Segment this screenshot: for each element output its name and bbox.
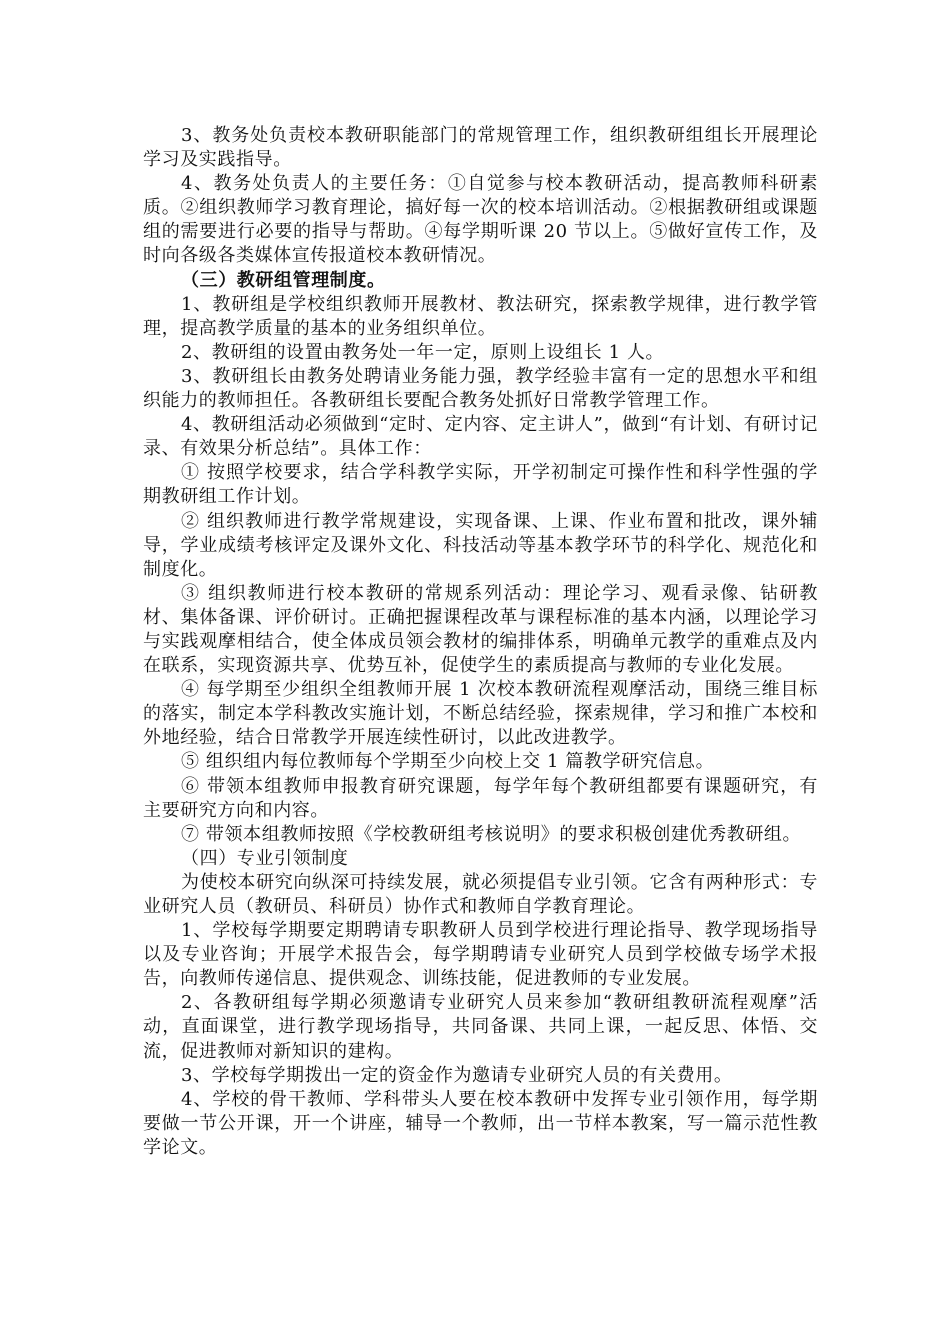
list-item-7-excellent-group: ⑦ 带领本组教师按照《学校教研组考核说明》的要求积极创建优秀教研组。 <box>181 823 802 845</box>
list-item-5-research-info: ⑤ 组织组内每位教师每个学期至少向校上交 1 篇教学研究信息。 <box>181 751 715 773</box>
paragraph-guidance-2-observation: 2、各教研组每学期必须邀请专业研究人员来参加“教研组教研流程观摩”活动，直面课堂，进行教学现场指导，共同备课、共同上课，一起反思、体悟、交流，促进教师对新知识的建构。 <box>143 992 818 1062</box>
list-item-3-research-activities: ③ 组织教师进行校本教研的常规系列活动：理论学习、观看录像、钻研教材、集体备课、评价研讨。正确把握课程改革与课程标准的基本内涵，以理论学习与实践观摩相结合，使全体成员领会教材的编排体系，明确单元教学的重难点及内在联系，实现资源共享、优势互补，促使学生的素质提高与教师的专业化发展。 <box>143 582 818 677</box>
list-item-6-research-projects: ⑥ 带领本组教师申报教育研究课题，每学年每个教研组都要有课题研究，有主要研究方向和内容。 <box>143 775 818 821</box>
paragraph-3-teaching-office-management: 3、教务处负责校本教研职能部门的常规管理工作，组织教研组组长开展理论学习及实践指导。 <box>143 125 818 171</box>
paragraph-group-leader: 3、教研组长由教务处聘请业务能力强，教学经验丰富有一定的思想水平和组织能力的教师担任。各教研组长要配合教务处抓好日常教学管理工作。 <box>143 365 818 412</box>
paragraph-group-activities: 4、教研组活动必须做到“定时、定内容、定主讲人”，做到“有计划、有研讨记录、有效果分析总结”。具体工作： <box>143 414 818 460</box>
paragraph-group-definition: 1、教研组是学校组织教师开展教材、教法研究，探索教学规律，进行教学管理，提高教学质量的基本的业务组织单位。 <box>143 293 818 339</box>
section-heading-3-teaching-group-rules: （三）教研组管理制度。 <box>181 269 386 291</box>
list-item-2-routine-construction: ② 组织教师进行教学常规建设，实现备课、上课、作业布置和批改，课外辅导，学业成绩考核评定及课外文化、科技活动等基本教学环节的科学化、规范化和制度化。 <box>143 510 818 580</box>
paragraph-guidance-3-funding: 3、学校每学期拨出一定的资金作为邀请专业研究人员的有关费用。 <box>181 1064 733 1086</box>
paragraph-guidance-intro: 为使校本研究向纵深可持续发展，就必须提倡专业引领。它含有两种形式：专业研究人员（教研员、科研员）协作式和教师自学教育理论。 <box>143 871 818 917</box>
paragraph-group-setup: 2、教研组的设置由教务处一年一定，原则上设组长 1 人。 <box>181 341 665 363</box>
paragraph-guidance-4-key-teachers: 4、学校的骨干教师、学科带头人要在校本教研中发挥专业引领作用，每学期要做一节公开课，开一个讲座，辅导一个教师，出一节样本教案，写一篇示范性教学论文。 <box>143 1088 818 1158</box>
paragraph-guidance-1-experts: 1、学校每学期要定期聘请专职教研人员到学校进行理论指导、教学现场指导以及专业咨询；开展学术报告会，每学期聘请专业研究人员到学校做专场学术报告，向教师传递信息、提供观念、训练技能，促进教师的专业发展。 <box>143 920 818 990</box>
list-item-4-observation-activity: ④ 每学期至少组织全组教师开展 1 次校本教研流程观摩活动，围绕三维目标的落实，制定本学科教改实施计划，不断总结经验，探索规律，学习和推广本校和外地经验，结合日常教学开展连续性研讨，以此改进教学。 <box>143 679 818 749</box>
section-heading-4-professional-guidance: （四）专业引领制度 <box>181 847 349 869</box>
paragraph-4-office-head-tasks: 4、教务处负责人的主要任务：①自觉参与校本教研活动，提高教师科研素质。②组织教师学习教育理论，搞好每一次的校本培训活动。②根据教研组或课题组的需要进行必要的指导与帮助。④每学期听课 20 节以上。⑤做好宣传工作，及时向各级各类媒体宣传报道校本教研情况。 <box>143 173 818 267</box>
list-item-1-work-plan: ① 按照学校要求，结合学科教学实际，开学初制定可操作性和科学性强的学期教研组工作计划。 <box>143 462 818 508</box>
